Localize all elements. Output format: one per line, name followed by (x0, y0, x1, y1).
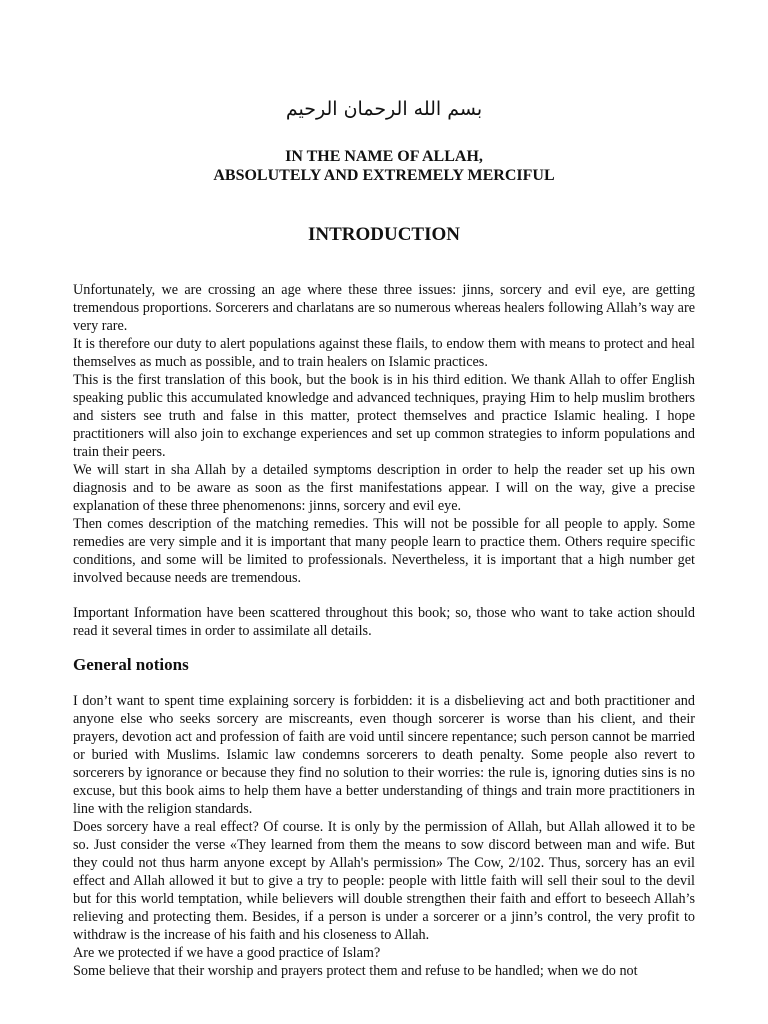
paragraph: Important Information have been scattered throughout this book; so, those who want to take action should read it several times in order to assimilate all details. (73, 605, 695, 639)
paragraph: It is therefore our duty to alert populations against these flails, to endow them with means to protect and heal themselves as much as possible, and to train healers on Islamic practices. (73, 336, 695, 370)
document-title (0, 147, 768, 185)
paragraph: This is the first translation of this book, but the book is in his third edition. We thank Allah to offer English speaking public this accumulated knowledge and advanced techniques, praying Him to help muslim brothers and sisters see truth and false in this matter, protect themselves and practice Islamic healing. I hope practitioners will also join to exchange experiences and set up common strategies to inform populations and train their peers. (73, 372, 695, 460)
paragraph: Are we protected if we have a good practice of Islam? (73, 945, 381, 961)
paragraph: Some believe that their worship and prayers protect them and refuse to be handled; when we do not (73, 963, 638, 979)
title-line-1: IN THE NAME OF ALLAH, (285, 148, 483, 165)
paragraph: We will start in sha Allah by a detailed symptoms description in order to help the reader set up his own diagnosis and to be aware as soon as the first manifestations appear. I will on the way, give a precise explanation of these three phenomenons: jinns, sorcery and evil eye. (73, 462, 695, 514)
section-title-introduction: INTRODUCTION (307, 224, 461, 245)
introduction-body (73, 281, 695, 640)
paragraph-gap (73, 587, 695, 604)
paragraph: Does sorcery have a real effect? Of course. It is only by the permission of Allah, but Allah allowed it to be so. Just consider the verse «They learned from them the means to sow discord between man and wife. But they could not thus harm anyone except by Allah's permission» The Cow, 2/102. Thus, sorcery has an evil effect and Allah allowed it but to give a try to people: people with little faith will sell their soul to the devil but for this world temptation, while believers will double strengthen their faith and effort to beseech Allah’s relieving and protecting them. Besides, if a person is under a sorcerer or a jinn’s control, the very profit to withdraw is the increase of his faith and his closeness to Allah. (73, 819, 695, 943)
paragraph: Then comes description of the matching remedies. This will not be possible for all people to apply. Some remedies are very simple and it is important that many people learn to practice them. Others require specific conditions, and some will be limited to professionals. Nevertheless, it is important that a high number get involved because needs are tremendous. (73, 516, 695, 586)
title-line-2: ABSOLUTELY AND EXTREMELY MERCIFUL (213, 167, 555, 184)
section-heading-general-notions: General notions (73, 655, 189, 674)
general-notions-body (73, 692, 695, 980)
paragraph: Unfortunately, we are crossing an age where these three issues: jinns, sorcery and evil eye, are getting tremendous proportions. Sorcerers and charlatans are so numerous whereas healers following Allah’s way are very rare. (73, 282, 695, 334)
paragraph: I don’t want to spent time explaining sorcery is forbidden: it is a disbelieving act and both practitioner and anyone else who seeks sorcery are miscreants, even though sorcerer is worse than his client, and their prayers, devotion act and profession of faith are void until sincere repentance; such person cannot be married or buried with Muslims. Islamic law condemns sorcerers to death penalty. Some people also revert to sorcerers by ignorance or because they find no solution to their worries: the rule is, ignoring duties sins is no excuse, but this book aims to help them have a better understanding of things and train more practitioners in line with the religion standards. (73, 693, 695, 817)
basmala: بسم الله الرحمان الرحيم (285, 98, 483, 120)
